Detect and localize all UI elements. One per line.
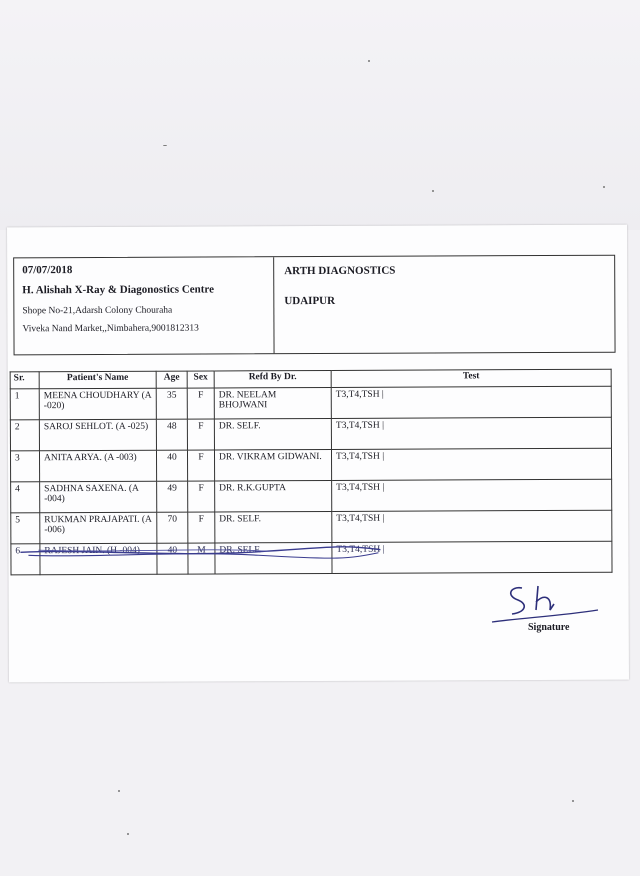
cell-sex: F (187, 388, 214, 419)
cell-sex: F (187, 450, 214, 481)
cell-sr: 4 (11, 482, 40, 513)
table-row (11, 510, 612, 544)
cell-refd-by: DR. VIKRAM GIDWANI. (214, 449, 331, 481)
sender-address-line2: Viveka Nand Market,,Nimbahera,9001812313 (22, 323, 199, 335)
cell-refd-by: DR. SELF. (215, 511, 332, 543)
scan-speck (127, 833, 129, 835)
test-orders-table (10, 369, 613, 576)
sender-address-line1: Shope No-21,Adarsh Colony Chouraha (22, 305, 173, 317)
col-header-sex: Sex (187, 371, 214, 388)
cell-sr: 1 (10, 389, 39, 420)
scan-speck (603, 186, 605, 188)
slip-date: 07/07/2018 (22, 264, 73, 277)
cell-test: T3,T4,TSH | (331, 417, 611, 449)
cell-sex: F (188, 481, 215, 512)
cell-sr: 3 (10, 451, 39, 482)
cell-test: T3,T4,TSH | (332, 510, 612, 542)
scan-speck (118, 790, 120, 792)
recipient-city: UDAIPUR (284, 294, 336, 308)
signature-label: Signature (528, 622, 570, 633)
scan-speck (432, 190, 434, 192)
cell-age: 40 (156, 450, 187, 481)
cell-sex: M (188, 543, 215, 574)
col-header-refd-by: Refd By Dr. (214, 370, 331, 388)
col-header-sr: Sr. (10, 372, 39, 389)
sender-block (14, 257, 274, 354)
cell-refd-by: DR. SELF. (214, 418, 331, 450)
cell-test: T3,T4,TSH | (332, 479, 612, 511)
cell-sex: F (187, 419, 214, 450)
cell-patient-name: RUKMAN PRAJAPATI. (A -006) (40, 512, 157, 544)
scan-background (0, 0, 640, 230)
col-header-age: Age (156, 371, 187, 388)
cell-age: 48 (156, 419, 187, 450)
scan-speck (572, 800, 574, 802)
cell-age: 49 (157, 481, 188, 512)
cell-refd-by: DR. R.K.GUPTA (215, 480, 332, 512)
slip-header (13, 255, 615, 356)
cell-patient-name: ANITA ARYA. (A -003) (39, 450, 156, 482)
table-row (10, 417, 611, 451)
cell-test: T3,T4,TSH | (331, 386, 611, 418)
cell-age: 35 (156, 388, 187, 419)
table-row-struck (11, 541, 612, 575)
cell-age: 70 (157, 512, 188, 543)
recipient-lab-name: ARTH DIAGNOSTICS (284, 264, 396, 278)
cell-patient-name: MEENA CHOUDHARY (A -020) (39, 388, 156, 420)
cell-patient-name: SAROJ SEHLOT. (A -025) (39, 419, 156, 451)
table-row (10, 448, 611, 482)
cell-patient-name: SADHNA SAXENA. (A -004) (40, 481, 157, 513)
cell-test: T3,T4,TSH | (332, 541, 612, 573)
cell-refd-by: DR. NEELAM BHOJWANI (214, 387, 331, 419)
col-header-test: Test (331, 369, 611, 387)
table-row (11, 479, 612, 513)
cell-sr: 5 (11, 513, 40, 544)
cell-refd-by: DR. SELF. (215, 542, 332, 574)
cell-sr: 6 (11, 544, 40, 575)
recipient-block (274, 256, 614, 353)
cell-age: 40 (157, 543, 188, 574)
table-row (10, 386, 611, 420)
cell-test: T3,T4,TSH | (331, 448, 611, 480)
col-header-patient-name: Patient's Name (39, 371, 156, 389)
cell-sr: 2 (10, 420, 39, 451)
scan-speck (368, 60, 370, 62)
scan-speck (163, 145, 167, 146)
cell-sex: F (188, 512, 215, 543)
cell-patient-name: RAJESH JAIN. (H -004) (40, 543, 157, 575)
sender-lab-name: H. Alishah X-Ray & Diagonostics Centre (22, 283, 215, 297)
